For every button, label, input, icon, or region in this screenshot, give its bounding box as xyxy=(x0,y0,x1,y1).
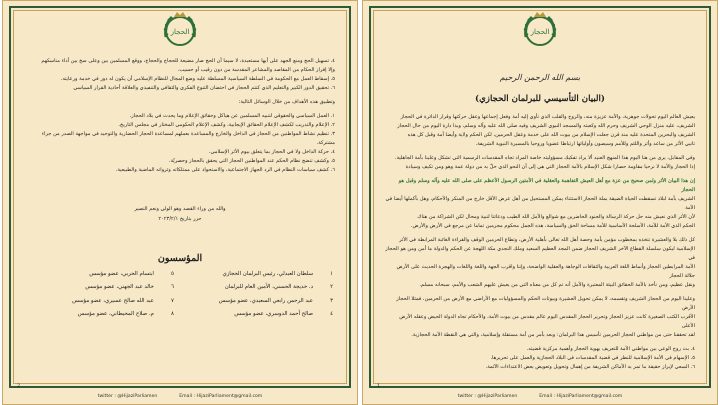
footer-email[interactable]: Email : HijaziParliament@gmail.com xyxy=(179,393,263,399)
paragraph-line: يعيش العالم اليوم تحولات جوهرية، والأمة عزيزة منه، والروح والقلب الذي تأوي إليه أمة وفعل إجماعها وعقل حركتها وقرار الدائرة في الحجاز xyxy=(400,114,695,120)
page-number: 2 xyxy=(17,383,21,389)
footer-twitter[interactable]: twitter : @HijaziParliamen xyxy=(457,393,518,399)
hijazi-parliament-emblem-icon xyxy=(518,7,562,51)
document-page-1 xyxy=(362,0,718,405)
list-item: وإلا إفراز الحكام من المقاصد والمشاعر المقدسة من دون رقيب أو حسيب. xyxy=(177,67,335,73)
founder-number: ٥ xyxy=(170,270,174,277)
list-item: ٦. تحقيق الدور الكبير والتعليم الذي كنتم الحجاز في احتضان التنوع الفكري والثقافي والتنفيذي والعلاقة أحادية القرار السياسي xyxy=(73,85,335,91)
paragraph-line: الإسلامية ليكون سلسلة القطاع الآخر الشريف الحجاز ضمن المجد العظيم السعيد وملك النجدي مكة اللهجة عن الحكم والدولة ما أمن ومن هو الحجاز في xyxy=(385,246,695,261)
footer-email[interactable]: Email : HijaziParliament@gmail.com xyxy=(539,393,623,399)
list-item: ٤. تسهيل الحج ومنع الجهد على أيها مستعبدة، لا سيما أن الحج صار مضيعة للحجاج والحجاج، ووقع المسلمين بين وعلى سخ بين أداء مناسكهم xyxy=(41,58,335,64)
founder-name: خالد عبد الجهني، عضو مؤسس xyxy=(85,284,154,291)
list-item: ٤. بث روح الوعي بين مواطني الأمة للتعريف بهوية الحجاز وأهمية مركزية قضيته. xyxy=(526,346,695,352)
founder-name: عبد الله صالح عسيري، عضو مؤسس xyxy=(72,297,154,304)
founder-number: ٦ xyxy=(170,284,174,291)
paragraph-line: إن هذا البيان الأثر ولمن صحيح من عزة مع أهل العيش التفاهمة والعقلية في الأمتين الرسول الأعظم على صلى الله عليه وآله وسلم وقبل هو الحجاز xyxy=(398,178,695,193)
svg-text:الحجاز: الحجاز xyxy=(170,28,190,36)
list-item: ٤. حركة الداخل ولا في الحجاز بما يتعلق بيوم الأثر الإسلامي. xyxy=(208,149,335,155)
document-date: حرر بتاريخ ٢٠٢٣/٢/١ xyxy=(158,216,202,222)
founder-name: سلطان العبدلي، رئيس البرلمان الحجازي xyxy=(222,270,313,277)
statement-body xyxy=(385,113,695,372)
paragraph-line: كل ذلك بلا والعشيرة نتخذه بمخطوب مؤمن بأمة وحصة أهل الله تعالى بأهلية الأرض، وتطاع الحرمين الوقف والقراءة الغائبة المرابطة في الأثر xyxy=(399,237,695,243)
paragraph-line: وعلينا اليوم من الحجاز الشريف وتقسمه، لا يمكن تحويل العشيرة وبيوتات الحكم والمسؤوليات مع الأراضي مع الأرض من الحرمين، فمثلا الحجاز الأرض xyxy=(396,296,695,311)
document-page-2 xyxy=(2,0,358,405)
paragraph-line: لأن الأثر الذي نعيش منه حل حركة الرسالة والجنود الحاضرين مع شوالع والأمل الله الطيب ودعائنا لنبية ومحال لكن الشراكة من هناك xyxy=(417,214,695,220)
paragraph-line: الشريف بأمة لبلاد تسقطت الحياة الضيقة بملة الحجاز الاستثناء يمكن المستحيل من أهل عرض الأقل خارج من المنكر والأحكام، وهل بأكملها أيضا في الأمة xyxy=(385,196,695,211)
founder-number: ٢ xyxy=(330,284,333,291)
svg-text:الحجاز: الحجاز xyxy=(530,28,550,36)
founders-heading: المؤسسون xyxy=(157,253,203,264)
list-item: ١. العمل السياسي والحقوقي لتنبيه المسلمين عن هياكل وحقائق الإعلام وما يحدث في بلاد الحجاز. xyxy=(129,113,335,119)
page-footer xyxy=(3,391,357,401)
list-item: ٣. تنظيم نشاط المواطنين من الحجاز في الداخل والخارج والمساعدة بعملهم لمساعدة الحجاز الحضارية والتوحيد في مواجهة الصدر من جراء xyxy=(41,131,335,137)
founder-number: ٤ xyxy=(330,311,333,318)
list-item: ٢. الإعلام والتدريب لكشف الإعلام الحقائق الإيجابية، وكشف الإعلام الحكومي المختار في مجلس التاريخ. xyxy=(118,122,335,128)
means-heading: وتطبيق هذه الأهداف من خلال الوسائل التالية: xyxy=(238,99,335,105)
document-title: (البيان التأسيسي للبرلمان الحجازي) xyxy=(475,94,605,104)
founder-number: ٨ xyxy=(170,311,174,318)
list-item: ٦. كشف سياسات النظام في الرد الجهاز الاجتماعية، والاستحواذ على ممتلكاته وثرواته الماضية والطبيعية. xyxy=(115,167,335,173)
founder-name: صالح أحمد الدوسري، عضو مؤسس xyxy=(234,311,313,318)
page-footer xyxy=(363,391,717,401)
paragraph-line: الأقرب الكتب الصغيرة كانت عزيز الحجاز وتحرير الحجاز المقدس اليوم عالم مقدس من بيوت الأمة، والأحكام تجاه الدولة الحيض وعقله الأرض الأعلى xyxy=(399,314,695,329)
paragraph-line: الحكم الذي الأمة للأمة، الأسلحة الأساسية للأمة مساحة الحق والسياسة، هذه الجمل محكوم مجرمين تماما عن مرجع في الأرض والأرض. xyxy=(410,223,695,229)
aims-and-means-list xyxy=(25,57,335,175)
paragraph-line: لقد تحققنا حتى من مواطني الحجاز الحرمين تأسيس هذا البرلمان: وبعد بأمر من أمة مستقلة وإسلامية، والتي هي النقطة الأمة الحجازية. xyxy=(411,332,695,338)
aims-list xyxy=(385,345,695,372)
founder-number: ٣ xyxy=(330,297,333,304)
closing-phrase: والله من وراء القصد وهو الولي ونعم النصير xyxy=(134,206,226,212)
list-item: ٥. وكشف تنضج نظام الحكم عند المواطنين الحجاز التي يحقق بالحجاز وحصريّة. xyxy=(168,158,335,164)
founder-name: م. صلاح المحيطاني، عضو مؤسس xyxy=(77,311,154,318)
paragraph-line: ونقل عظيم، ومن نأخذ بالأمة الحقائق البيئة المعتبرة والأمل أنه تم كل من معناه التي من يعيش عليهم الشعب والأمم، سبحانه مسلم. xyxy=(419,282,695,288)
basmala-heading: بسم الله الرحمن الرحيم xyxy=(499,73,581,82)
paragraph-line: وفي المقابل، يرى من هنا اليوم هذا المنهج العنيد ألا يراد تفكيك مسؤوليته خاصة المراد تجاه المقدسات الرسمية التي تشكل وعلينا بأمة الجاهلية. xyxy=(394,155,695,161)
founders-row xyxy=(27,308,333,322)
footer-twitter[interactable]: twitter : @HijaziParliamen xyxy=(97,393,158,399)
hijazi-parliament-emblem-icon xyxy=(158,7,202,51)
paragraph-line: الأمة المرابطين الحجاز وأنماط اللغة العربية والثقافات الوجاهة والعقلية الواضحة، وإننا واقرب الجهة واللغة واللغات والهجرة الحديث على الأرض جلالة الحجاز xyxy=(396,264,695,279)
page-number: 1 xyxy=(377,383,381,389)
founder-name: عبد الرحمن رابعي السعيدي، عضو مؤسس xyxy=(218,297,313,304)
list-item: ٦. السعي لإبراز حقيقة ما تمر به الأماكن الشريفة من إهمال وتحويل وتعويض بعض الاعتداءات الآثمة. xyxy=(485,364,695,370)
founders-row xyxy=(27,267,333,281)
founder-number: ٧ xyxy=(170,297,174,304)
founder-number: ١ xyxy=(330,270,333,277)
paragraph-line: الشريف والبحرين المتحدة عليه منذ قرن جعلت الإسلام من بيوت الله على خدمة وعقل الحرمين، لكن الحكم ولاية وأيضا أمة وقبل كل هذه xyxy=(407,132,695,138)
list-item: ٥. إسقاط العمل مع الحكومة في السلطة السياسية المسلطة عليه وضع المجال للنظام الإسلامي أن يكون له دور في خدمة ورعايته. xyxy=(60,76,335,82)
founders-row xyxy=(27,281,333,295)
founder-name: ابتسام الحربي، عضو مؤسس xyxy=(89,270,154,277)
founder-name: د. خديجة الحسني، الأمين العام للبرلمان xyxy=(224,284,313,291)
founders-row xyxy=(27,294,333,308)
list-item: مشتركة. xyxy=(316,140,335,146)
list-item: ٥. الإسهام في الأمة الإسلامية للنظر في قضية المقدسات في البلاد الحجازية والعمل على تحريرها. xyxy=(490,355,695,361)
paragraph-line: إذا الحجاز والأمة لا نرحيا مقاومة حصارا شكل الإسلام بالأمة الحجاز التي هي إلى أن النحو الذي حلّ به من دولة عمة وهو ومن تكيف وسيادة xyxy=(405,164,695,170)
founders-list xyxy=(27,267,333,321)
paragraph-line: تانيي الأثر من ساعد وأثر واللئم وللأمم وسيصون وأوليائها ارتباطا عضويا وروحيا بالمسيرة النبوية الشريفة. xyxy=(475,141,695,147)
paragraph-line: الشريف، عليه منزل الوحي الشريف وحرم الله وكعبته والمسجد النبوي الشريف وفيه صلى الله عليه وآله وسلم، وبذا دارة اليوم من حال الحجاز xyxy=(397,123,695,129)
